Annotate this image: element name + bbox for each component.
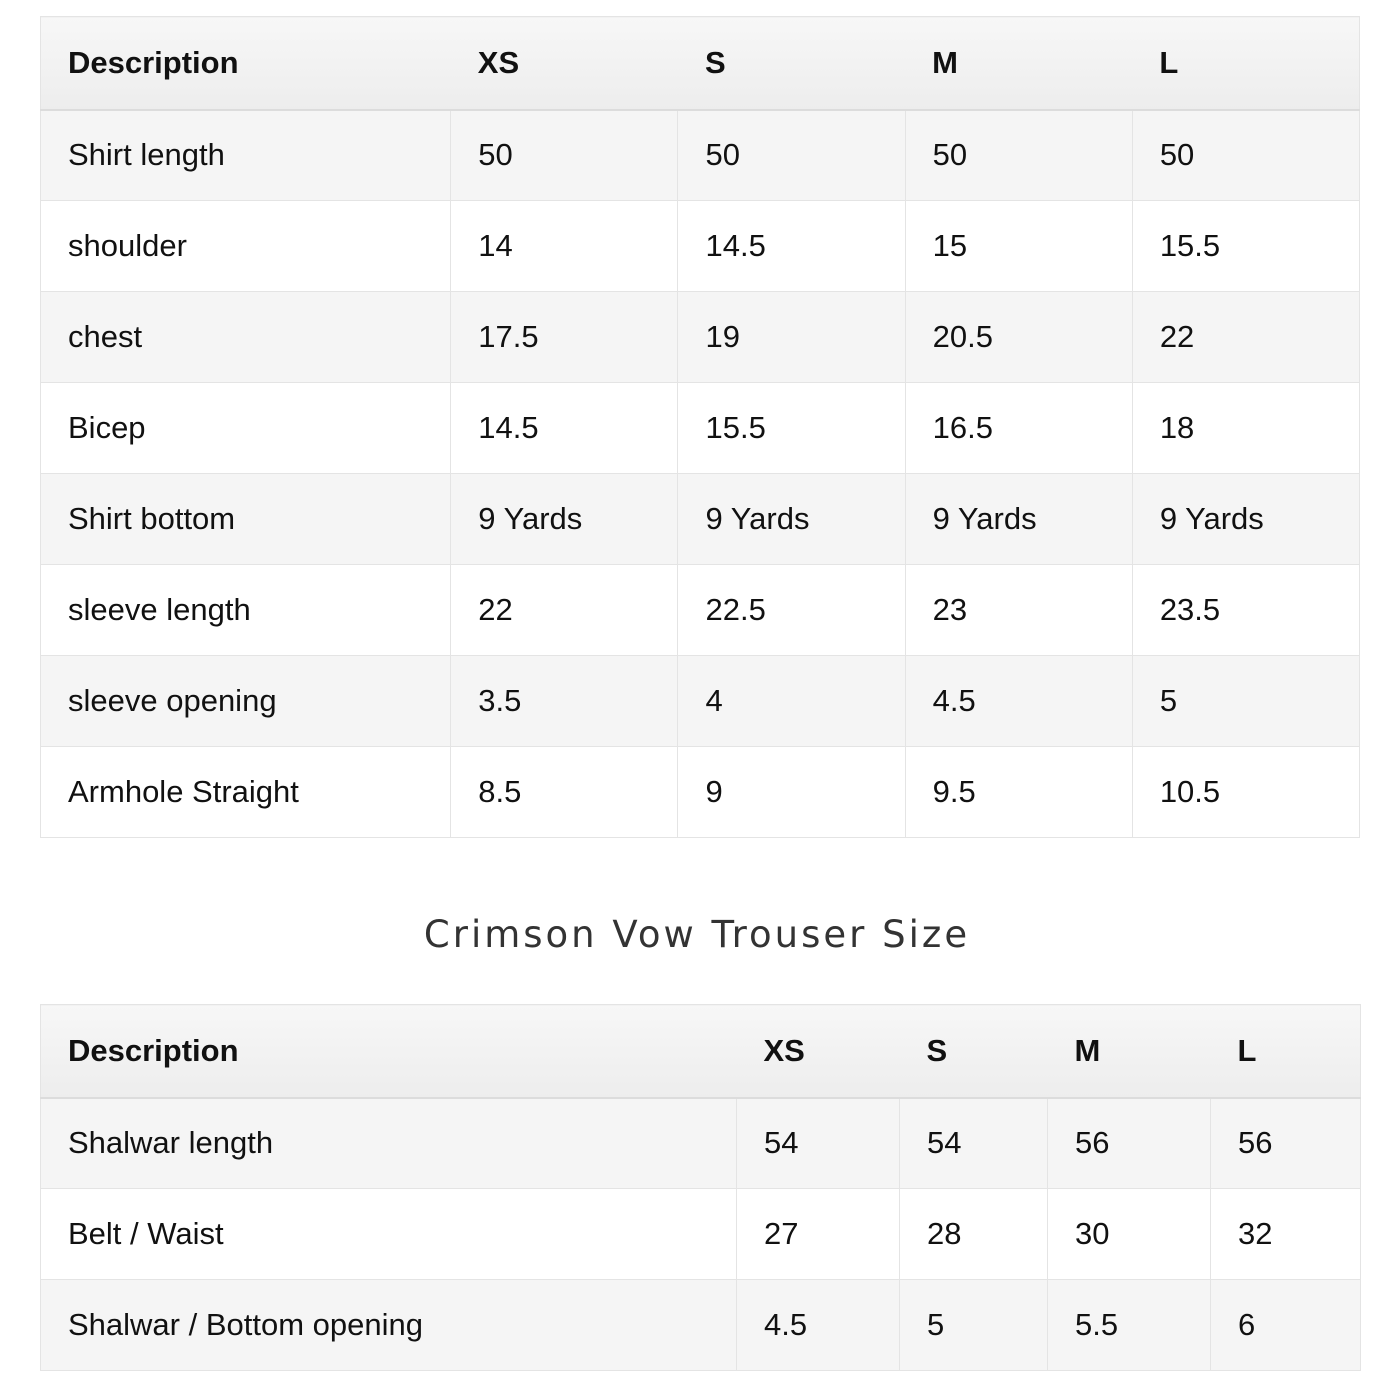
header-s: S <box>678 17 905 110</box>
cell-l: 6 <box>1211 1280 1361 1371</box>
cell-l: 10.5 <box>1132 747 1359 838</box>
cell-l: 56 <box>1211 1098 1361 1189</box>
shirt-size-table <box>40 16 1360 838</box>
row-description: shoulder <box>41 201 451 292</box>
table-row <box>41 1098 1361 1189</box>
row-description: sleeve opening <box>41 656 451 747</box>
row-description: Shirt bottom <box>41 474 451 565</box>
cell-xs: 54 <box>737 1098 900 1189</box>
table-header-row <box>41 17 1360 110</box>
header-l: L <box>1132 17 1359 110</box>
table-row <box>41 747 1360 838</box>
header-xs: XS <box>737 1005 900 1098</box>
cell-s: 22.5 <box>678 565 905 656</box>
cell-s: 9 <box>678 747 905 838</box>
cell-m: 56 <box>1048 1098 1211 1189</box>
table-row <box>41 1280 1361 1371</box>
cell-s: 9 Yards <box>678 474 905 565</box>
trouser-size-title: Crimson Vow Trouser Size <box>423 913 971 956</box>
cell-s: 50 <box>678 110 905 201</box>
cell-l: 5 <box>1132 656 1359 747</box>
cell-m: 20.5 <box>905 292 1132 383</box>
table-row <box>41 656 1360 747</box>
cell-m: 16.5 <box>905 383 1132 474</box>
cell-xs: 22 <box>451 565 678 656</box>
cell-m: 4.5 <box>905 656 1132 747</box>
cell-m: 9 Yards <box>905 474 1132 565</box>
table-row <box>41 474 1360 565</box>
row-description: Bicep <box>41 383 451 474</box>
cell-xs: 14.5 <box>451 383 678 474</box>
row-description: chest <box>41 292 451 383</box>
header-m: M <box>1048 1005 1211 1098</box>
cell-l: 9 Yards <box>1132 474 1359 565</box>
header-m: M <box>905 17 1132 110</box>
table-header-row <box>41 1005 1361 1098</box>
cell-l: 32 <box>1211 1189 1361 1280</box>
cell-l: 23.5 <box>1132 565 1359 656</box>
cell-s: 14.5 <box>678 201 905 292</box>
cell-l: 15.5 <box>1132 201 1359 292</box>
cell-s: 5 <box>900 1280 1048 1371</box>
cell-m: 23 <box>905 565 1132 656</box>
cell-s: 19 <box>678 292 905 383</box>
cell-m: 9.5 <box>905 747 1132 838</box>
header-xs: XS <box>451 17 678 110</box>
cell-m: 15 <box>905 201 1132 292</box>
cell-xs: 4.5 <box>737 1280 900 1371</box>
table-row <box>41 292 1360 383</box>
cell-m: 5.5 <box>1048 1280 1211 1371</box>
cell-xs: 9 Yards <box>451 474 678 565</box>
cell-s: 15.5 <box>678 383 905 474</box>
table-row <box>41 565 1360 656</box>
row-description: Shalwar / Bottom opening <box>41 1280 737 1371</box>
cell-m: 30 <box>1048 1189 1211 1280</box>
cell-s: 4 <box>678 656 905 747</box>
cell-s: 54 <box>900 1098 1048 1189</box>
cell-l: 22 <box>1132 292 1359 383</box>
cell-xs: 50 <box>451 110 678 201</box>
cell-xs: 27 <box>737 1189 900 1280</box>
table-row <box>41 1189 1361 1280</box>
row-description: Shalwar length <box>41 1098 737 1189</box>
table-row <box>41 383 1360 474</box>
cell-xs: 14 <box>451 201 678 292</box>
table-row <box>41 201 1360 292</box>
cell-xs: 3.5 <box>451 656 678 747</box>
cell-xs: 8.5 <box>451 747 678 838</box>
header-description: Description <box>41 1005 737 1098</box>
row-description: sleeve length <box>41 565 451 656</box>
cell-s: 28 <box>900 1189 1048 1280</box>
row-description: Shirt length <box>41 110 451 201</box>
cell-l: 18 <box>1132 383 1359 474</box>
table-row <box>41 110 1360 201</box>
header-description: Description <box>41 17 451 110</box>
cell-l: 50 <box>1132 110 1359 201</box>
header-l: L <box>1211 1005 1361 1098</box>
cell-xs: 17.5 <box>451 292 678 383</box>
row-description: Belt / Waist <box>41 1189 737 1280</box>
header-s: S <box>900 1005 1048 1098</box>
trouser-size-table <box>40 1004 1361 1371</box>
cell-m: 50 <box>905 110 1132 201</box>
row-description: Armhole Straight <box>41 747 451 838</box>
